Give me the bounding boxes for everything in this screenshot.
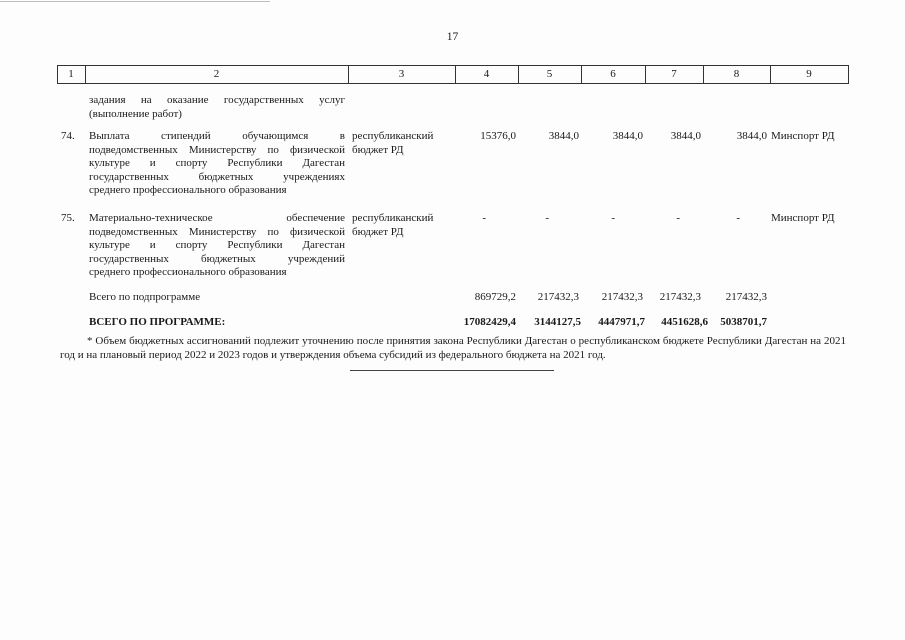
column-header: 5	[546, 68, 553, 80]
footnote: * Объем бюджетных ассигнований подлежит уточнению после принятия закона Республики Дагестан о республиканском бюджете Республики Дагестан на 2021 год и на плановый период 2022 и 2023 годов и утверждения объема субсидий из федерального бюджета на 2021 год.	[60, 335, 846, 361]
subtotal-label: Всего по подпрограмме	[89, 291, 201, 303]
row-number: 75.	[61, 212, 75, 224]
funding-source	[352, 212, 433, 239]
description-line: культуре и спорту Республики Дагестан	[89, 239, 345, 251]
table-header-bottom-border	[57, 83, 848, 84]
total-value: 4451628,6	[661, 316, 708, 328]
subtotal-value: 217432,3	[601, 291, 643, 303]
total-value: 17082429,4	[463, 316, 516, 328]
subtotal-value: 217432,3	[537, 291, 579, 303]
row-description	[89, 212, 345, 280]
column-header: 9	[806, 68, 812, 80]
page-number: 17	[446, 31, 459, 43]
description-line: подведомственных Министерству по физической	[89, 143, 345, 156]
end-rule	[350, 370, 554, 371]
column-divider	[848, 65, 849, 84]
value-cell: 3844,0	[670, 130, 701, 142]
executor-cell: Минспорт РД	[771, 212, 835, 224]
column-header: 3	[398, 68, 405, 80]
description-line: государственных бюджетных учреждений	[89, 252, 345, 265]
description-line: культуре и спорту Республики Дагестан	[89, 157, 345, 169]
funding-source	[352, 130, 433, 157]
value-cell: -	[736, 212, 740, 224]
executor-cell: Минспорт РД	[771, 130, 835, 142]
column-header: 6	[610, 68, 616, 80]
subtotal-value: 217432,3	[659, 291, 701, 303]
source-line: республиканский	[352, 130, 434, 142]
carryover-line: (выполнение работ)	[89, 107, 182, 120]
description-line: государственных бюджетных учреждениях	[89, 170, 345, 183]
row-number: 74.	[61, 130, 75, 142]
column-header: 1	[68, 68, 74, 80]
column-header: 2	[213, 68, 220, 80]
total-label: ВСЕГО ПО ПРОГРАММЕ:	[89, 316, 226, 328]
subtotal-value: 217432,3	[725, 291, 767, 303]
source-line: республиканский	[352, 212, 434, 224]
subtotal-value: 869729,2	[474, 291, 516, 303]
description-line: Материально-техническое обеспечение	[89, 212, 345, 224]
description-line: Выплата стипендий обучающимся в	[89, 130, 345, 142]
row-description	[89, 130, 345, 198]
value-cell: 3844,0	[612, 130, 643, 142]
column-header: 7	[671, 68, 677, 80]
value-cell: 3844,0	[548, 130, 579, 142]
description-line: среднего профессионального образования	[89, 184, 287, 196]
value-cell: 3844,0	[736, 130, 767, 142]
value-cell: -	[545, 212, 549, 224]
total-value: 4447971,7	[598, 316, 645, 328]
carryover-line: задания на оказание государственных услуг	[89, 94, 345, 106]
description-line: среднего профессионального образования	[89, 266, 287, 278]
carryover-text	[89, 94, 345, 121]
column-header: 8	[733, 68, 740, 80]
description-line: подведомственных Министерству по физической	[89, 225, 345, 238]
value-cell: -	[482, 212, 486, 224]
value-cell: -	[611, 212, 615, 224]
total-value: 3144127,5	[534, 316, 581, 328]
total-value: 5038701,7	[720, 316, 767, 328]
scan-edge-line	[0, 1, 270, 2]
source-line: бюджет РД	[352, 225, 404, 238]
value-cell: 15376,0	[480, 130, 516, 142]
value-cell: -	[676, 212, 680, 224]
column-header: 4	[483, 68, 490, 80]
source-line: бюджет РД	[352, 143, 404, 156]
